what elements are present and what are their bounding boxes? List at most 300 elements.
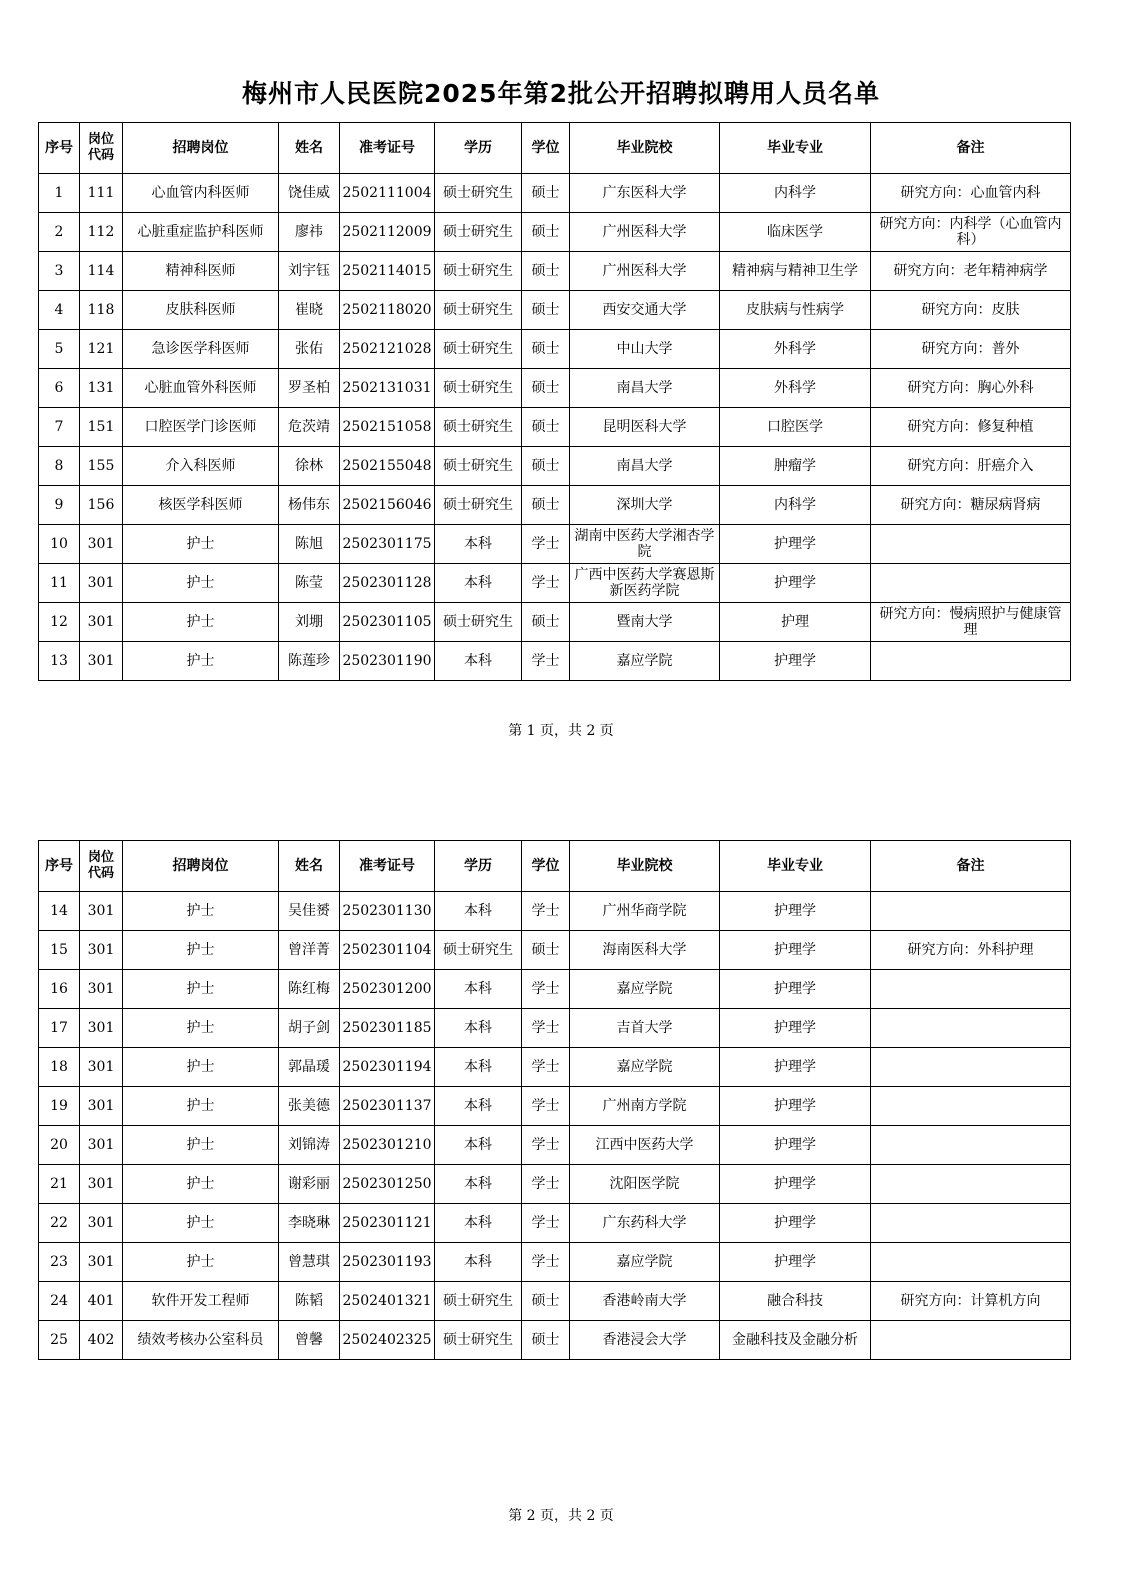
document-title: 梅州市人民医院2025年第2批公开招聘拟聘用人员名单 [242, 79, 880, 108]
post-code-cell: 301 [80, 1243, 123, 1282]
seq-cell: 6 [39, 369, 80, 408]
table-body [39, 174, 1071, 681]
education-cell: 硕士研究生 [435, 931, 522, 970]
degree-cell: 硕士 [522, 603, 570, 642]
remarks-cell [871, 525, 1071, 564]
post-code-cell: 131 [80, 369, 123, 408]
position-cell: 心血管内科医师 [123, 174, 279, 213]
exam-number-cell: 2502301210 [340, 1126, 435, 1165]
education-cell: 本科 [435, 1204, 522, 1243]
position-cell: 心脏血管外科医师 [123, 369, 279, 408]
education-cell: 硕士研究生 [435, 330, 522, 369]
seq-cell: 22 [39, 1204, 80, 1243]
degree-cell: 硕士 [522, 408, 570, 447]
remarks-cell: 研究方向：皮肤 [871, 291, 1071, 330]
degree-cell: 学士 [522, 892, 570, 931]
school-cell: 广东医科大学 [570, 174, 720, 213]
table-row [39, 892, 1071, 931]
seq-cell: 1 [39, 174, 80, 213]
exam-number-cell: 2502156046 [340, 486, 435, 525]
roster-table-page-2 [38, 840, 1071, 1360]
seq-cell: 14 [39, 892, 80, 931]
exam-number-cell: 2502301194 [340, 1048, 435, 1087]
education-cell: 硕士研究生 [435, 408, 522, 447]
name-cell: 吴佳赟 [279, 892, 340, 931]
major-cell: 口腔医学 [720, 408, 871, 447]
remarks-cell [871, 892, 1071, 931]
header-education: 学历 [435, 123, 522, 174]
post-code-cell: 118 [80, 291, 123, 330]
remarks-cell [871, 564, 1071, 603]
school-cell: 昆明医科大学 [570, 408, 720, 447]
name-cell: 徐林 [279, 447, 340, 486]
position-cell: 护士 [123, 525, 279, 564]
post-code-cell: 301 [80, 931, 123, 970]
major-cell: 护理学 [720, 1048, 871, 1087]
post-code-cell: 112 [80, 213, 123, 252]
table-row [39, 1321, 1071, 1360]
school-cell: 海南医科大学 [570, 931, 720, 970]
remarks-cell [871, 1321, 1071, 1360]
seq-cell: 10 [39, 525, 80, 564]
exam-number-cell: 2502301190 [340, 642, 435, 681]
remarks-cell [871, 1126, 1071, 1165]
name-cell: 杨伟东 [279, 486, 340, 525]
seq-cell: 23 [39, 1243, 80, 1282]
position-cell: 护士 [123, 1243, 279, 1282]
remarks-cell: 研究方向：外科护理 [871, 931, 1071, 970]
exam-number-cell: 2502301130 [340, 892, 435, 931]
major-cell: 皮肤病与性病学 [720, 291, 871, 330]
header-remarks: 备注 [871, 123, 1071, 174]
education-cell: 本科 [435, 642, 522, 681]
post-code-cell: 111 [80, 174, 123, 213]
table-row [39, 564, 1071, 603]
school-cell: 湖南中医药大学湘杏学院 [570, 525, 720, 564]
major-cell: 护理学 [720, 1126, 871, 1165]
seq-cell: 7 [39, 408, 80, 447]
name-cell: 罗圣柏 [279, 369, 340, 408]
school-cell: 香港岭南大学 [570, 1282, 720, 1321]
exam-number-cell: 2502301185 [340, 1009, 435, 1048]
education-cell: 本科 [435, 1009, 522, 1048]
table-row [39, 1165, 1071, 1204]
name-cell: 曾馨 [279, 1321, 340, 1360]
degree-cell: 硕士 [522, 213, 570, 252]
post-code-cell: 402 [80, 1321, 123, 1360]
name-cell: 陈红梅 [279, 970, 340, 1009]
degree-cell: 硕士 [522, 252, 570, 291]
table-row [39, 1048, 1071, 1087]
exam-number-cell: 2502151058 [340, 408, 435, 447]
education-cell: 硕士研究生 [435, 603, 522, 642]
exam-number-cell: 2502301200 [340, 970, 435, 1009]
table-row [39, 1009, 1071, 1048]
education-cell: 硕士研究生 [435, 369, 522, 408]
remarks-cell: 研究方向：糖尿病肾病 [871, 486, 1071, 525]
seq-cell: 16 [39, 970, 80, 1009]
exam-number-cell: 2502155048 [340, 447, 435, 486]
seq-cell: 4 [39, 291, 80, 330]
table-row [39, 1204, 1071, 1243]
header-name: 姓名 [279, 123, 340, 174]
degree-cell: 学士 [522, 1009, 570, 1048]
seq-cell: 2 [39, 213, 80, 252]
post-code-cell: 301 [80, 564, 123, 603]
table-row [39, 1282, 1071, 1321]
major-cell: 护理学 [720, 1087, 871, 1126]
exam-number-cell: 2502402325 [340, 1321, 435, 1360]
degree-cell: 硕士 [522, 486, 570, 525]
exam-number-cell: 2502301105 [340, 603, 435, 642]
education-cell: 本科 [435, 1126, 522, 1165]
header-degree: 学位 [522, 123, 570, 174]
remarks-cell [871, 970, 1071, 1009]
degree-cell: 硕士 [522, 931, 570, 970]
education-cell: 本科 [435, 892, 522, 931]
post-code-cell: 301 [80, 642, 123, 681]
table-row [39, 330, 1071, 369]
post-code-cell: 301 [80, 1048, 123, 1087]
name-cell: 刘锦涛 [279, 1126, 340, 1165]
degree-cell: 学士 [522, 1243, 570, 1282]
exam-number-cell: 2502112009 [340, 213, 435, 252]
name-cell: 崔晓 [279, 291, 340, 330]
header-remarks: 备注 [871, 841, 1071, 892]
seq-cell: 17 [39, 1009, 80, 1048]
education-cell: 本科 [435, 970, 522, 1009]
table-row [39, 369, 1071, 408]
major-cell: 临床医学 [720, 213, 871, 252]
school-cell: 嘉应学院 [570, 1048, 720, 1087]
seq-cell: 3 [39, 252, 80, 291]
degree-cell: 硕士 [522, 369, 570, 408]
position-cell: 护士 [123, 564, 279, 603]
education-cell: 本科 [435, 1165, 522, 1204]
degree-cell: 硕士 [522, 291, 570, 330]
education-cell: 本科 [435, 1087, 522, 1126]
degree-cell: 硕士 [522, 330, 570, 369]
header-position: 招聘岗位 [123, 123, 279, 174]
name-cell: 饶佳威 [279, 174, 340, 213]
school-cell: 嘉应学院 [570, 642, 720, 681]
name-cell: 廖祎 [279, 213, 340, 252]
major-cell: 内科学 [720, 486, 871, 525]
table-row [39, 174, 1071, 213]
table-row [39, 642, 1071, 681]
page-footer: 第 2 页，共 2 页 [508, 1508, 614, 1524]
exam-number-cell: 2502301104 [340, 931, 435, 970]
school-cell: 南昌大学 [570, 447, 720, 486]
table-body [39, 892, 1071, 1360]
education-cell: 硕士研究生 [435, 486, 522, 525]
school-cell: 西安交通大学 [570, 291, 720, 330]
school-cell: 沈阳医学院 [570, 1165, 720, 1204]
header-exam-number: 准考证号 [340, 841, 435, 892]
remarks-cell [871, 1087, 1071, 1126]
major-cell: 外科学 [720, 330, 871, 369]
seq-cell: 8 [39, 447, 80, 486]
exam-number-cell: 2502301250 [340, 1165, 435, 1204]
post-code-cell: 301 [80, 970, 123, 1009]
exam-number-cell: 2502301128 [340, 564, 435, 603]
header-education: 学历 [435, 841, 522, 892]
education-cell: 硕士研究生 [435, 174, 522, 213]
major-cell: 内科学 [720, 174, 871, 213]
position-cell: 护士 [123, 970, 279, 1009]
name-cell: 陈莲珍 [279, 642, 340, 681]
post-code-cell: 155 [80, 447, 123, 486]
post-code-cell: 151 [80, 408, 123, 447]
major-cell: 护理学 [720, 1204, 871, 1243]
exam-number-cell: 2502121028 [340, 330, 435, 369]
major-cell: 护理学 [720, 525, 871, 564]
degree-cell: 硕士 [522, 174, 570, 213]
seq-cell: 20 [39, 1126, 80, 1165]
header-exam-number: 准考证号 [340, 123, 435, 174]
name-cell: 曾洋菁 [279, 931, 340, 970]
remarks-cell: 研究方向：修复种植 [871, 408, 1071, 447]
table-row [39, 931, 1071, 970]
major-cell: 护理学 [720, 1243, 871, 1282]
seq-cell: 24 [39, 1282, 80, 1321]
position-cell: 绩效考核办公室科员 [123, 1321, 279, 1360]
exam-number-cell: 2502131031 [340, 369, 435, 408]
education-cell: 硕士研究生 [435, 447, 522, 486]
degree-cell: 学士 [522, 1087, 570, 1126]
post-code-cell: 301 [80, 1087, 123, 1126]
exam-number-cell: 2502111004 [340, 174, 435, 213]
table-row [39, 291, 1071, 330]
remarks-cell [871, 1165, 1071, 1204]
table-row [39, 603, 1071, 642]
position-cell: 护士 [123, 892, 279, 931]
remarks-cell [871, 1243, 1071, 1282]
seq-cell: 5 [39, 330, 80, 369]
post-code-cell: 156 [80, 486, 123, 525]
header-post-code: 岗位代码 [80, 123, 123, 174]
school-cell: 广州华商学院 [570, 892, 720, 931]
position-cell: 护士 [123, 1009, 279, 1048]
post-code-cell: 301 [80, 1009, 123, 1048]
exam-number-cell: 2502118020 [340, 291, 435, 330]
page-footer: 第 1 页，共 2 页 [508, 723, 614, 739]
degree-cell: 硕士 [522, 1282, 570, 1321]
post-code-cell: 121 [80, 330, 123, 369]
post-code-cell: 301 [80, 1204, 123, 1243]
post-code-cell: 301 [80, 1165, 123, 1204]
name-cell: 郭晶瑗 [279, 1048, 340, 1087]
major-cell: 护理 [720, 603, 871, 642]
post-code-cell: 301 [80, 1126, 123, 1165]
major-cell: 护理学 [720, 1009, 871, 1048]
school-cell: 深圳大学 [570, 486, 720, 525]
education-cell: 硕士研究生 [435, 252, 522, 291]
remarks-cell [871, 642, 1071, 681]
degree-cell: 学士 [522, 970, 570, 1009]
seq-cell: 18 [39, 1048, 80, 1087]
education-cell: 硕士研究生 [435, 291, 522, 330]
degree-cell: 硕士 [522, 1321, 570, 1360]
school-cell: 嘉应学院 [570, 970, 720, 1009]
education-cell: 本科 [435, 525, 522, 564]
major-cell: 护理学 [720, 564, 871, 603]
school-cell: 广州南方学院 [570, 1087, 720, 1126]
header-school: 毕业院校 [570, 841, 720, 892]
major-cell: 护理学 [720, 892, 871, 931]
name-cell: 张佑 [279, 330, 340, 369]
seq-cell: 9 [39, 486, 80, 525]
remarks-cell [871, 1009, 1071, 1048]
education-cell: 本科 [435, 1243, 522, 1282]
degree-cell: 学士 [522, 642, 570, 681]
position-cell: 口腔医学门诊医师 [123, 408, 279, 447]
school-cell: 广州医科大学 [570, 213, 720, 252]
header-major: 毕业专业 [720, 123, 871, 174]
remarks-cell: 研究方向：慢病照护与健康管理 [871, 603, 1071, 642]
table-row [39, 525, 1071, 564]
post-code-cell: 114 [80, 252, 123, 291]
major-cell: 肿瘤学 [720, 447, 871, 486]
header-seq: 序号 [39, 123, 80, 174]
position-cell: 护士 [123, 642, 279, 681]
name-cell: 胡子剑 [279, 1009, 340, 1048]
school-cell: 暨南大学 [570, 603, 720, 642]
position-cell: 介入科医师 [123, 447, 279, 486]
school-cell: 广州医科大学 [570, 252, 720, 291]
name-cell: 李晓琳 [279, 1204, 340, 1243]
major-cell: 护理学 [720, 1165, 871, 1204]
education-cell: 硕士研究生 [435, 213, 522, 252]
name-cell: 张美德 [279, 1087, 340, 1126]
position-cell: 护士 [123, 1087, 279, 1126]
school-cell: 嘉应学院 [570, 1243, 720, 1282]
degree-cell: 学士 [522, 1165, 570, 1204]
table-row [39, 486, 1071, 525]
remarks-cell: 研究方向：内科学（心血管内科） [871, 213, 1071, 252]
header-degree: 学位 [522, 841, 570, 892]
major-cell: 护理学 [720, 970, 871, 1009]
remarks-cell: 研究方向：心血管内科 [871, 174, 1071, 213]
position-cell: 皮肤科医师 [123, 291, 279, 330]
degree-cell: 硕士 [522, 447, 570, 486]
header-school: 毕业院校 [570, 123, 720, 174]
major-cell: 融合科技 [720, 1282, 871, 1321]
name-cell: 陈莹 [279, 564, 340, 603]
exam-number-cell: 2502301175 [340, 525, 435, 564]
table-row [39, 447, 1071, 486]
seq-cell: 21 [39, 1165, 80, 1204]
seq-cell: 13 [39, 642, 80, 681]
education-cell: 硕士研究生 [435, 1321, 522, 1360]
position-cell: 软件开发工程师 [123, 1282, 279, 1321]
education-cell: 硕士研究生 [435, 1282, 522, 1321]
position-cell: 急诊医学科医师 [123, 330, 279, 369]
position-cell: 护士 [123, 603, 279, 642]
seq-cell: 25 [39, 1321, 80, 1360]
school-cell: 广西中医药大学赛恩斯新医药学院 [570, 564, 720, 603]
seq-cell: 12 [39, 603, 80, 642]
name-cell: 曾慧琪 [279, 1243, 340, 1282]
degree-cell: 学士 [522, 1126, 570, 1165]
remarks-cell [871, 1048, 1071, 1087]
major-cell: 外科学 [720, 369, 871, 408]
name-cell: 陈韬 [279, 1282, 340, 1321]
exam-number-cell: 2502301121 [340, 1204, 435, 1243]
degree-cell: 学士 [522, 525, 570, 564]
name-cell: 刘宇钰 [279, 252, 340, 291]
position-cell: 心脏重症监护科医师 [123, 213, 279, 252]
exam-number-cell: 2502301137 [340, 1087, 435, 1126]
post-code-cell: 301 [80, 603, 123, 642]
seq-cell: 19 [39, 1087, 80, 1126]
post-code-cell: 401 [80, 1282, 123, 1321]
post-code-cell: 301 [80, 525, 123, 564]
roster-table-page-1 [38, 122, 1071, 681]
seq-cell: 11 [39, 564, 80, 603]
header-position: 招聘岗位 [123, 841, 279, 892]
education-cell: 本科 [435, 564, 522, 603]
major-cell: 精神病与精神卫生学 [720, 252, 871, 291]
post-code-cell: 301 [80, 892, 123, 931]
exam-number-cell: 2502301193 [340, 1243, 435, 1282]
remarks-cell: 研究方向：老年精神病学 [871, 252, 1071, 291]
name-cell: 陈旭 [279, 525, 340, 564]
table-row [39, 252, 1071, 291]
school-cell: 吉首大学 [570, 1009, 720, 1048]
name-cell: 刘堋 [279, 603, 340, 642]
exam-number-cell: 2502114015 [340, 252, 435, 291]
remarks-cell: 研究方向：肝癌介入 [871, 447, 1071, 486]
remarks-cell: 研究方向：计算机方向 [871, 1282, 1071, 1321]
degree-cell: 学士 [522, 564, 570, 603]
exam-number-cell: 2502401321 [340, 1282, 435, 1321]
name-cell: 谢彩丽 [279, 1165, 340, 1204]
school-cell: 广东药科大学 [570, 1204, 720, 1243]
seq-cell: 15 [39, 931, 80, 970]
table-row [39, 970, 1071, 1009]
major-cell: 护理学 [720, 931, 871, 970]
name-cell: 危茨靖 [279, 408, 340, 447]
position-cell: 护士 [123, 1126, 279, 1165]
position-cell: 精神科医师 [123, 252, 279, 291]
header-post-code: 岗位代码 [80, 841, 123, 892]
header-major: 毕业专业 [720, 841, 871, 892]
position-cell: 护士 [123, 931, 279, 970]
table-row [39, 1243, 1071, 1282]
remarks-cell [871, 1204, 1071, 1243]
major-cell: 金融科技及金融分析 [720, 1321, 871, 1360]
table-header [39, 123, 1071, 174]
position-cell: 核医学科医师 [123, 486, 279, 525]
position-cell: 护士 [123, 1048, 279, 1087]
table-header [39, 841, 1071, 892]
position-cell: 护士 [123, 1204, 279, 1243]
degree-cell: 学士 [522, 1048, 570, 1087]
remarks-cell: 研究方向：普外 [871, 330, 1071, 369]
remarks-cell: 研究方向：胸心外科 [871, 369, 1071, 408]
table-row [39, 1126, 1071, 1165]
table-row [39, 408, 1071, 447]
degree-cell: 学士 [522, 1204, 570, 1243]
education-cell: 本科 [435, 1048, 522, 1087]
school-cell: 中山大学 [570, 330, 720, 369]
header-name: 姓名 [279, 841, 340, 892]
school-cell: 香港浸会大学 [570, 1321, 720, 1360]
table-row [39, 1087, 1071, 1126]
table-row [39, 213, 1071, 252]
school-cell: 江西中医药大学 [570, 1126, 720, 1165]
